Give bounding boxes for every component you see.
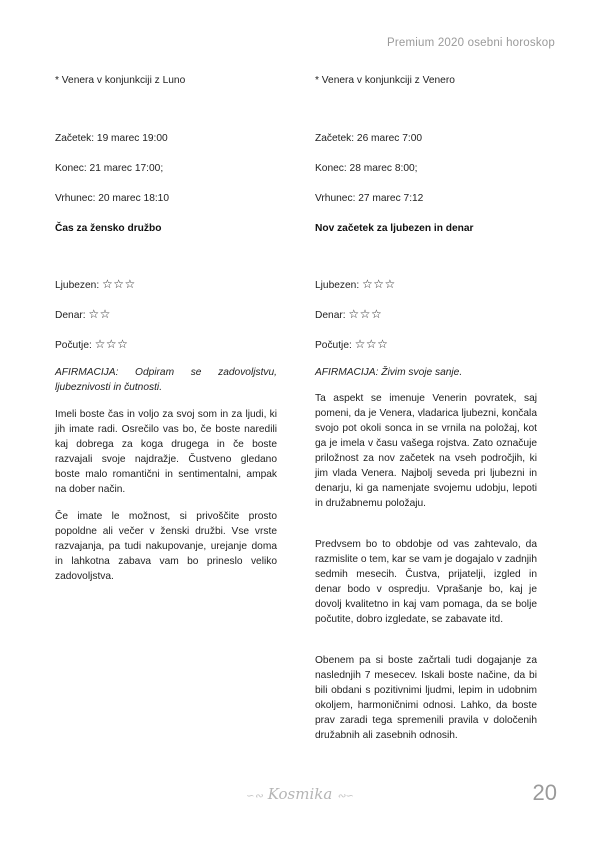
love-rating [315, 277, 396, 291]
start-time: Začetek: 26 marec 7:00 [315, 133, 423, 144]
start-time: Začetek: 19 marec 19:00 [55, 133, 168, 144]
logo-text: Kosmika [267, 785, 333, 803]
affirmation: AFIRMACIJA: Odpiram se zadovoljstvu, ljubeznivosti in čutnosti. [55, 367, 277, 393]
money-label: Denar: [55, 310, 86, 321]
feeling-rating [315, 337, 388, 351]
money-rating [315, 307, 382, 321]
ornament-icon: ∽∾ [246, 791, 263, 802]
page-header: Premium 2020 osebni horoskop [387, 37, 555, 49]
paragraph: Predvsem bo to obdobje od vas zahtevalo, da razmislite o tem, kar se vam je dogajalo v zadnjih sedmih mesecih. Čustva, prijatelji, izgled in denar bodo v ospredju. Vprašanje bo, kaj je dovolj kvalitetno in kaj vam pomaga, da se bolje počutite, dobro izgledate, se zabavate itd. [315, 539, 537, 625]
section-title: Čas za žensko družbo [55, 223, 162, 234]
feeling-rating [55, 337, 128, 351]
aspect-title: * Venera v konjunkciji z Luno [55, 75, 186, 86]
paragraph: Ta aspekt se imenuje Venerin povratek, saj pomeni, da je Venera, vladarica ljubezni, končala svojo pot okoli sonca in se vrnila na položaj, kot ga je imela v času vašega rojstva. Zato označuje priložnost za nov začetek na vseh področjih, ki jim vlada Venera. Najbolj seveda pri ljubezni in denarju, ki ga namenjate svojemu udobju, lepoti in družabnemu položaju. [315, 393, 537, 509]
section-title: Nov začetek za ljubezen in denar [315, 223, 474, 234]
star-icon: ☆☆☆ [102, 277, 136, 291]
feeling-label: Počutje: [55, 340, 92, 351]
feeling-label: Počutje: [315, 340, 352, 351]
love-rating [55, 277, 136, 291]
love-label: Ljubezen: [55, 280, 100, 291]
star-icon: ☆☆☆ [362, 277, 396, 291]
affirmation: AFIRMACIJA: Živim svoje sanje. [315, 367, 463, 378]
star-icon: ☆☆ [88, 307, 111, 321]
star-icon: ☆☆☆ [94, 337, 129, 351]
page-number: 20 [532, 780, 557, 805]
peak-time: Vrhunec: 27 marec 7:12 [315, 193, 424, 204]
love-label: Ljubezen: [315, 280, 360, 291]
end-time: Konec: 21 marec 17:00; [55, 163, 164, 174]
money-label: Denar: [315, 310, 346, 321]
star-icon: ☆☆☆ [354, 337, 389, 351]
paragraph: Obenem pa si boste začrtali tudi dogajanje za naslednjih 7 mesecev. Iskali boste načine, da bi bili obdani s pozitivnimi ljudmi, lepim in udobnim okoljem, harmoničnimi odnosi. Lahko, da boste prav zaradi tega spremenili pravila v določenih družabnih ali zasebnih odnosih. [315, 655, 537, 741]
peak-time: Vrhunec: 20 marec 18:10 [55, 193, 170, 204]
aspect-title: * Venera v konjunkciji z Venero [315, 75, 455, 86]
end-time: Konec: 28 marec 8:00; [315, 163, 418, 174]
ornament-icon: ∾∽ [337, 791, 354, 802]
star-icon: ☆☆☆ [348, 307, 383, 321]
paragraph: Imeli boste čas in voljo za svoj som in za ljudi, ki jih imate radi. Osrečilo vas bo, če boste naredili kaj dobrega za koga drugega in če boste razvajali svoje najdražje. Čustveno gledano boste malo romantični in sentimentalni, ampak na dober način. [55, 409, 277, 495]
money-rating [55, 307, 111, 321]
kosmika-logo [230, 785, 370, 803]
paragraph: Če imate le možnost, si privoščite prosto popoldne ali večer v ženski družbi. Vse vrste razvajanja, pa tudi nakupovanje, urejanje doma in lahkotna zabava vam bo prineslo veliko zadovoljstva. [55, 511, 277, 582]
